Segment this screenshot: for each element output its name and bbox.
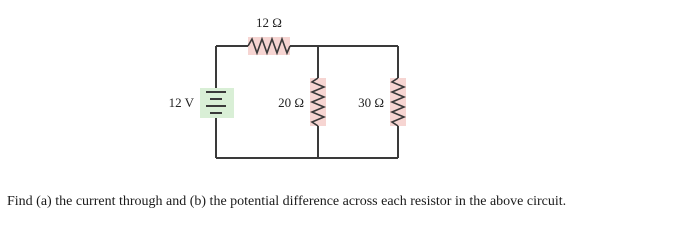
resistor-20-ohm-label: 20 Ω <box>278 95 304 110</box>
resistor-30-ohm <box>390 78 406 126</box>
resistor-30-ohm-label: 30 Ω <box>358 95 384 110</box>
resistor-12-ohm <box>248 37 290 55</box>
resistor-12-ohm-label: 12 Ω <box>256 15 282 30</box>
resistor-20-ohm <box>310 78 326 126</box>
battery-12v <box>200 88 234 118</box>
question-text: Find (a) the current through and (b) the potential difference across each resistor in the above circuit. <box>7 194 567 209</box>
battery-label: 12 V <box>168 95 194 110</box>
